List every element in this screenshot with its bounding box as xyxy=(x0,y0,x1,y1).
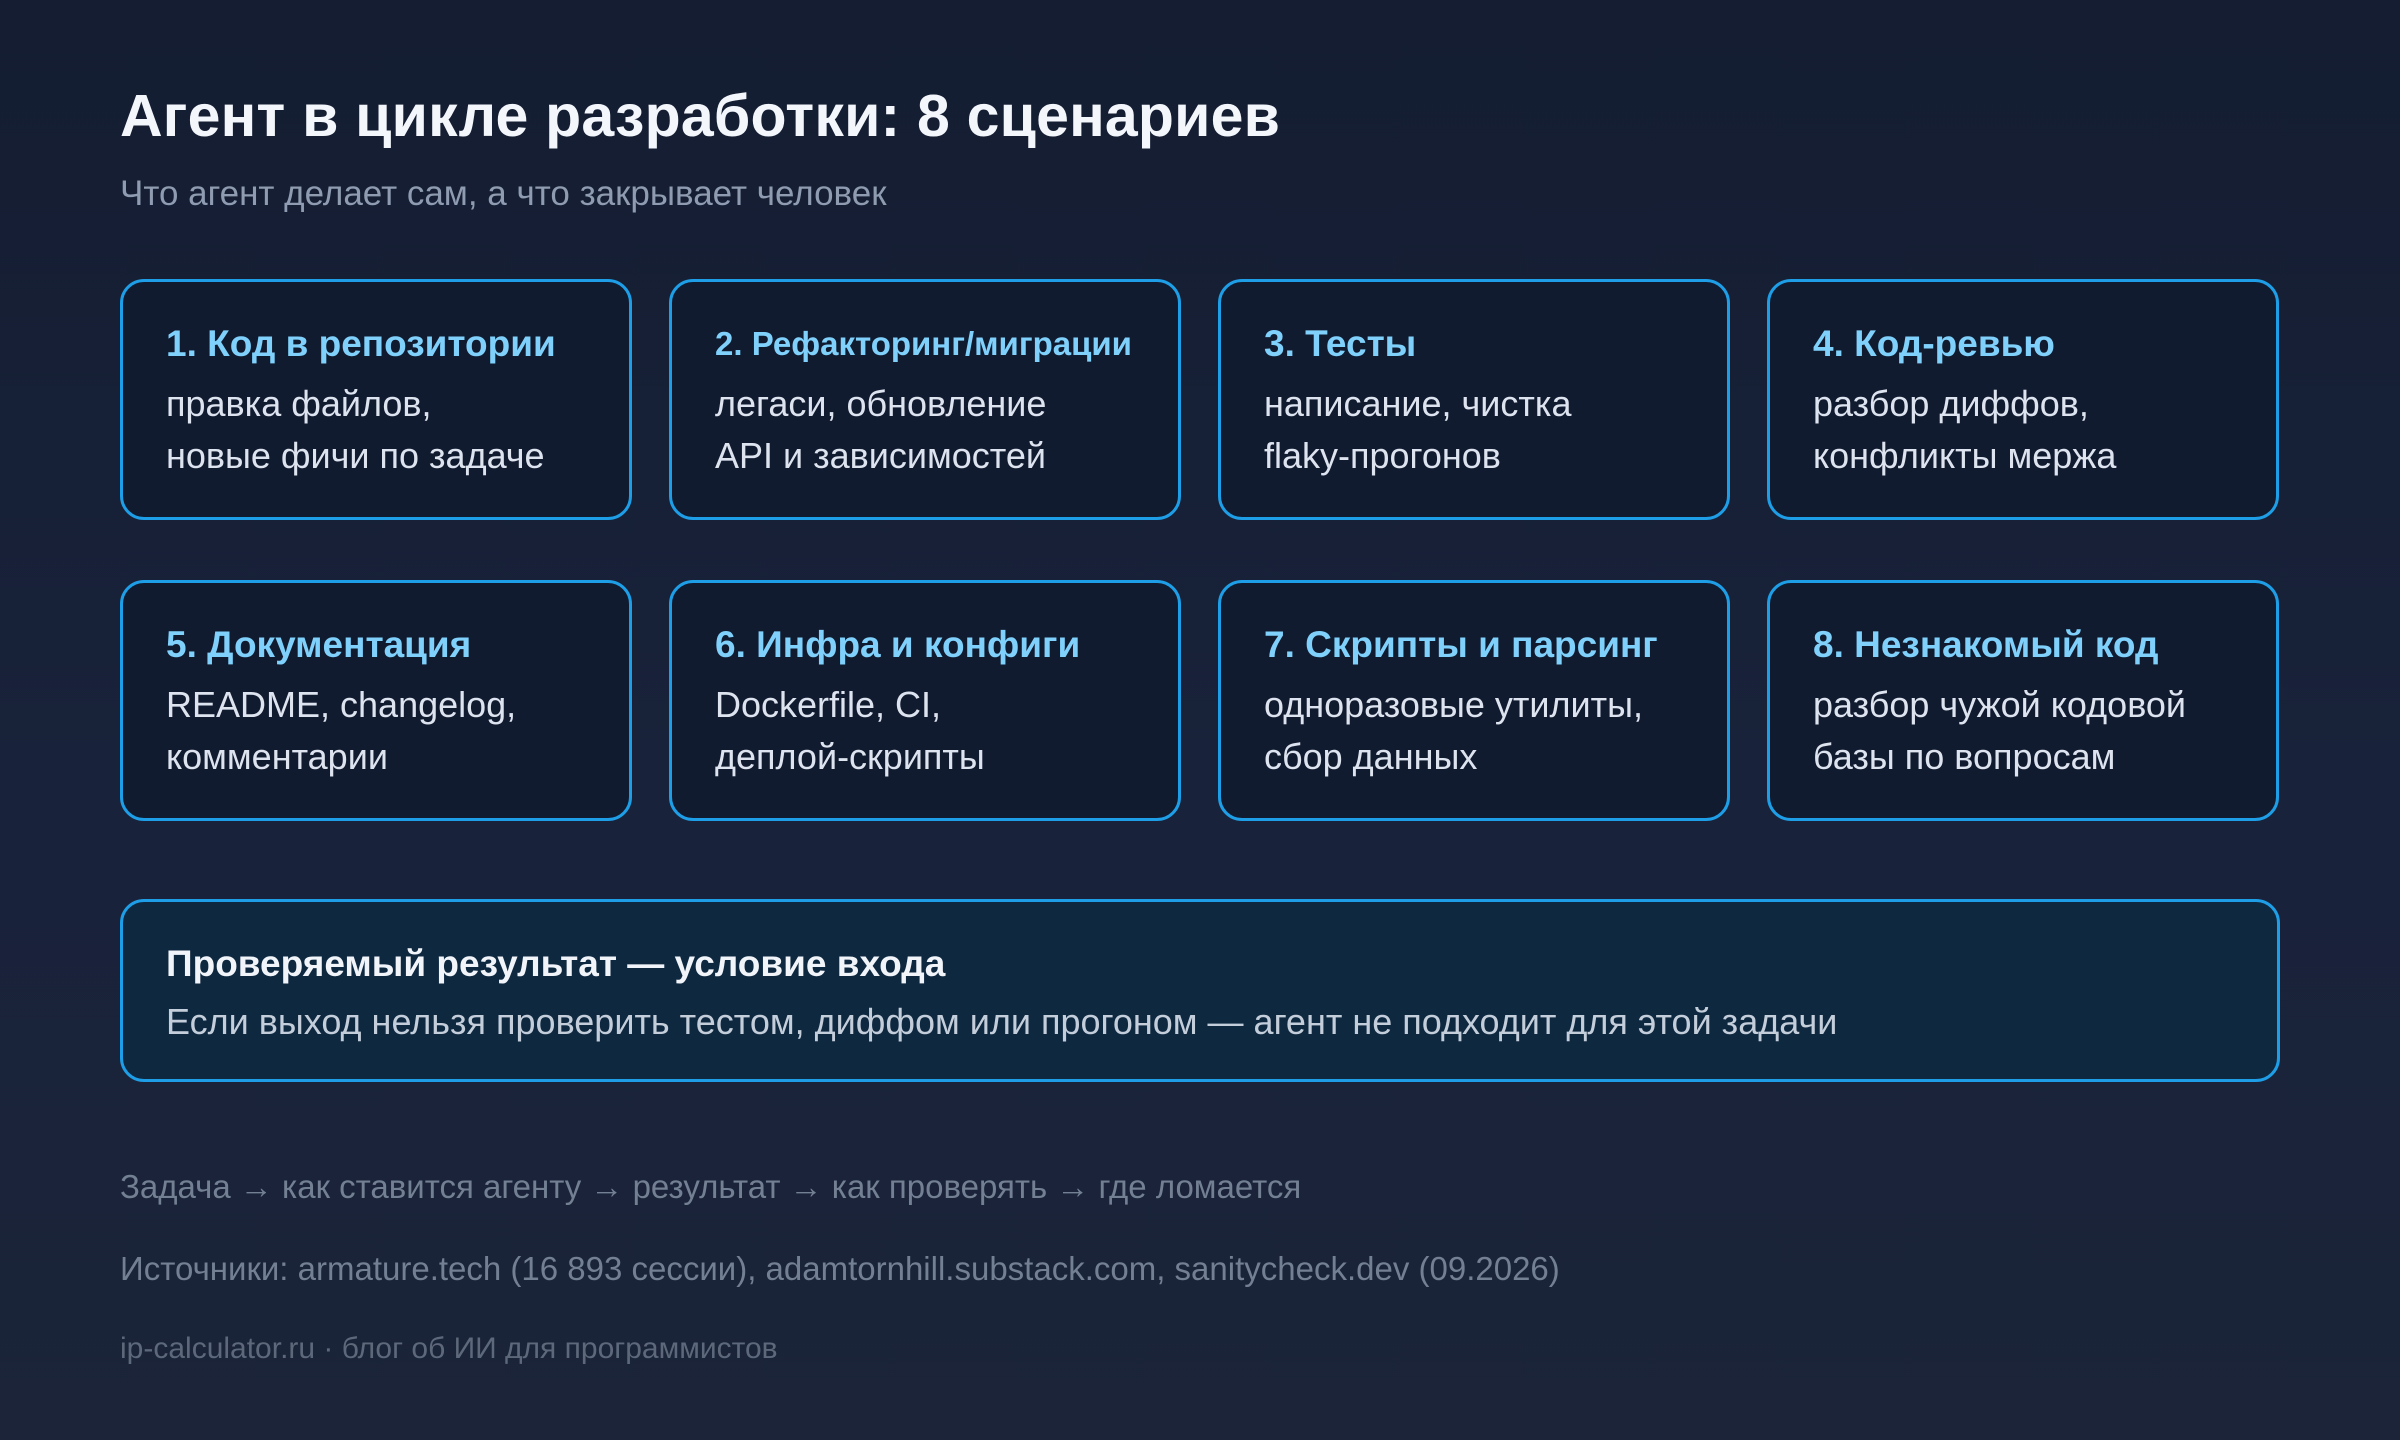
scenario-card-line: разбор чужой кодовой xyxy=(1813,684,2187,725)
scenario-card-line: правка файлов, xyxy=(166,383,432,424)
scenario-card-title: 2. Рефакторинг/миграции xyxy=(715,325,1132,362)
scenario-card-line: API и зависимостей xyxy=(715,435,1046,476)
scenario-card-tests xyxy=(1218,279,1730,520)
page-title: Агент в цикле разработки: 8 сценариев xyxy=(120,83,1281,149)
scenario-card-line: комментарии xyxy=(166,736,388,777)
scenario-card-line: разбор диффов, xyxy=(1813,383,2089,424)
scenario-card-line: README, changelog, xyxy=(166,684,517,725)
sources-line: Источники: armature.tech (16 893 сессии), adamtornhill.substack.com, sanitycheck.dev (09.2026) xyxy=(120,1250,1560,1287)
scenario-card-title: 1. Код в репозитории xyxy=(166,323,556,364)
scenario-card-title: 8. Незнакомый код xyxy=(1813,624,2159,665)
scenario-card-line: базы по вопросам xyxy=(1813,736,2116,777)
scenario-card-refactoring xyxy=(669,279,1181,520)
scenario-card-documentation xyxy=(120,580,632,821)
callout-title: Проверяемый результат — условие входа xyxy=(166,943,946,984)
callout-text: Если выход нельзя проверить тестом, диффом или прогоном — агент не подходит для этой задачи xyxy=(166,1001,1838,1042)
scenario-card-line: сбор данных xyxy=(1264,736,1478,777)
footer-credit: ip-calculator.ru · блог об ИИ для программистов xyxy=(120,1332,778,1365)
scenario-card-code-review xyxy=(1767,279,2279,520)
scenario-card-line: легаси, обновление xyxy=(715,383,1047,424)
scenario-card-scripts-parsing xyxy=(1218,580,1730,821)
scenario-card-line: конфликты мержа xyxy=(1813,435,2117,476)
verifiable-result-callout xyxy=(120,899,2280,1082)
scenario-grid xyxy=(120,279,2280,821)
scenario-card-title: 3. Тесты xyxy=(1264,323,1417,364)
scenario-card-code-in-repo xyxy=(120,279,632,520)
scenario-card-line: Dockerfile, CI, xyxy=(715,684,942,725)
scenario-card-line: деплой-скрипты xyxy=(715,736,985,777)
scenario-card-infra-configs xyxy=(669,580,1181,821)
scenario-card-title: 4. Код-ревью xyxy=(1813,323,2055,364)
page-subtitle: Что агент делает сам, а что закрывает человек xyxy=(120,174,887,213)
infographic xyxy=(120,0,2280,1440)
scenario-card-line: написание, чистка xyxy=(1264,383,1572,424)
scenario-card-title: 5. Документация xyxy=(166,624,472,665)
scenario-card-line: flaky-прогонов xyxy=(1264,435,1501,476)
scenario-card-unfamiliar-code xyxy=(1767,580,2279,821)
scenario-card-title: 7. Скрипты и парсинг xyxy=(1264,624,1658,665)
workflow-line: Задача → как ставится агенту → результат → как проверять → где ломается xyxy=(120,1168,1302,1205)
scenario-card-line: новые фичи по задаче xyxy=(166,435,545,476)
scenario-card-line: одноразовые утилиты, xyxy=(1264,684,1644,725)
scenario-card-title: 6. Инфра и конфиги xyxy=(715,624,1081,665)
